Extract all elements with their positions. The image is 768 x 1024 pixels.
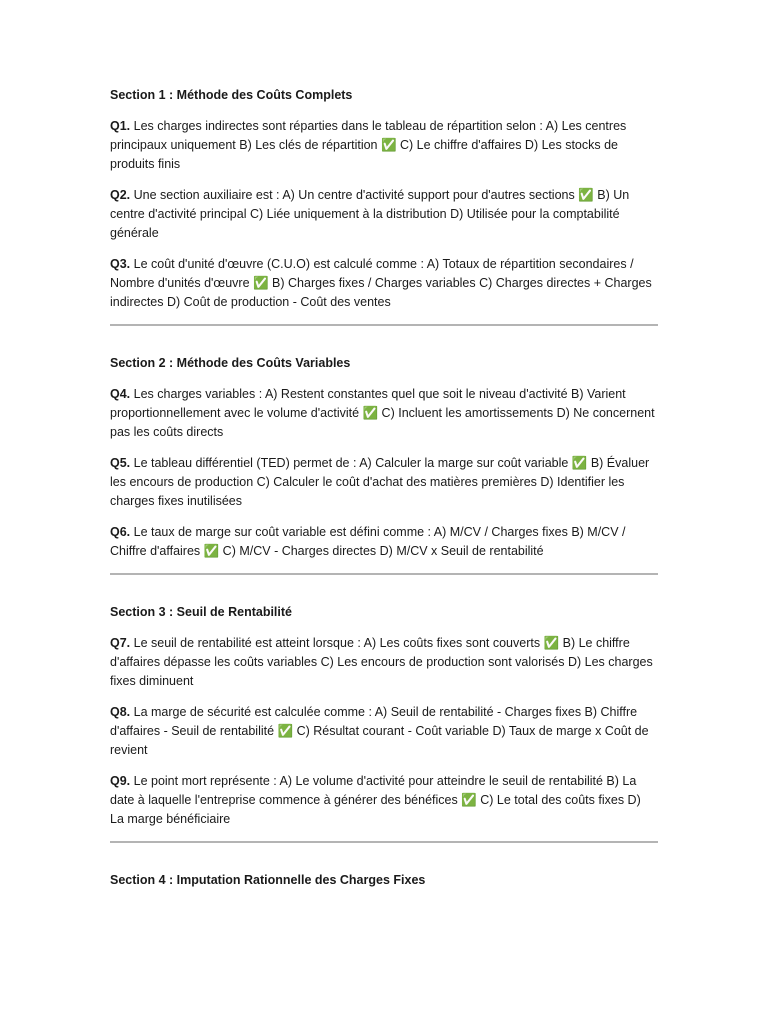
- question-text: La marge de sécurité est calculée comme : A) Seuil de rentabilité - Charges fixes B) Chiffre d'affaires - Seuil de rentabilité ✅ C) Résultat courant - Coût variable D) Taux de marge x Coût de revient: [110, 705, 649, 757]
- section-4: [110, 871, 658, 889]
- section-3: [110, 603, 658, 829]
- question-label: Q5.: [110, 456, 131, 470]
- question-q8: [110, 703, 658, 760]
- question-label: Q4.: [110, 387, 131, 401]
- section-title: Section 1 : Méthode des Coûts Complets: [110, 88, 353, 102]
- question-q4: [110, 385, 658, 442]
- question-text: Le tableau différentiel (TED) permet de : A) Calculer la marge sur coût variable ✅ B) Évaluer les encours de production C) Calculer le coût d'achat des matières premières D) Identifier les charges fixes inutilisées: [110, 456, 650, 508]
- question-text: Les charges indirectes sont réparties dans le tableau de répartition selon : A) Les centres principaux uniquement B) Les clés de répartition ✅ C) Le chiffre d'affaires D) Les stocks de produits finis: [110, 119, 627, 171]
- question-text: Le seuil de rentabilité est atteint lorsque : A) Les coûts fixes sont couverts ✅ B) Le chiffre d'affaires dépasse les coûts variables C) Les encours de production sont valorisés D) Les charges fixes diminuent: [110, 636, 653, 688]
- question-text: Le point mort représente : A) Le volume d'activité pour atteindre le seuil de rentabilité B) La date à laquelle l'entreprise commence à générer des bénéfices ✅ C) Le total des coûts fixes D) La marge bénéficiaire: [110, 774, 641, 826]
- section-title: Section 2 : Méthode des Coûts Variables: [110, 356, 351, 370]
- question-text: Une section auxiliaire est : A) Un centre d'activité support pour d'autres sections ✅ B) Un centre d'activité principal C) Liée uniquement à la distribution D) Utilisée pour la comptabilité générale: [110, 188, 630, 240]
- question-label: Q2.: [110, 188, 131, 202]
- section-title: Section 3 : Seuil de Rentabilité: [110, 605, 292, 619]
- question-q3: [110, 255, 658, 312]
- section-divider: [110, 841, 658, 843]
- question-label: Q9.: [110, 774, 131, 788]
- document-page: [110, 86, 658, 902]
- question-q7: [110, 634, 658, 691]
- question-q9: [110, 772, 658, 829]
- question-text: Les charges variables : A) Restent constantes quel que soit le niveau d'activité B) Varient proportionnellement avec le volume d'activité ✅ C) Incluent les amortissements D) Ne concernent pas les coûts directs: [110, 387, 655, 439]
- question-label: Q6.: [110, 525, 131, 539]
- section-divider: [110, 573, 658, 575]
- question-q6: [110, 523, 658, 561]
- section-2: [110, 354, 658, 561]
- question-q5: [110, 454, 658, 511]
- question-label: Q3.: [110, 257, 131, 271]
- question-text: Le coût d'unité d'œuvre (C.U.O) est calculé comme : A) Totaux de répartition secondaires / Nombre d'unités d'œuvre ✅ B) Charges fixes / Charges variables C) Charges directes + Charges indirectes D) Coût de production - Coût des ventes: [110, 257, 652, 309]
- question-text: Le taux de marge sur coût variable est défini comme : A) M/CV / Charges fixes B) M/CV / Chiffre d'affaires ✅ C) M/CV - Charges directes D) M/CV x Seuil de rentabilité: [110, 525, 626, 558]
- section-title: Section 4 : Imputation Rationnelle des Charges Fixes: [110, 873, 426, 887]
- question-q2: [110, 186, 658, 243]
- section-divider: [110, 324, 658, 326]
- question-label: Q7.: [110, 636, 131, 650]
- question-label: Q1.: [110, 119, 131, 133]
- section-1: [110, 86, 658, 312]
- question-q1: [110, 117, 658, 174]
- question-label: Q8.: [110, 705, 131, 719]
